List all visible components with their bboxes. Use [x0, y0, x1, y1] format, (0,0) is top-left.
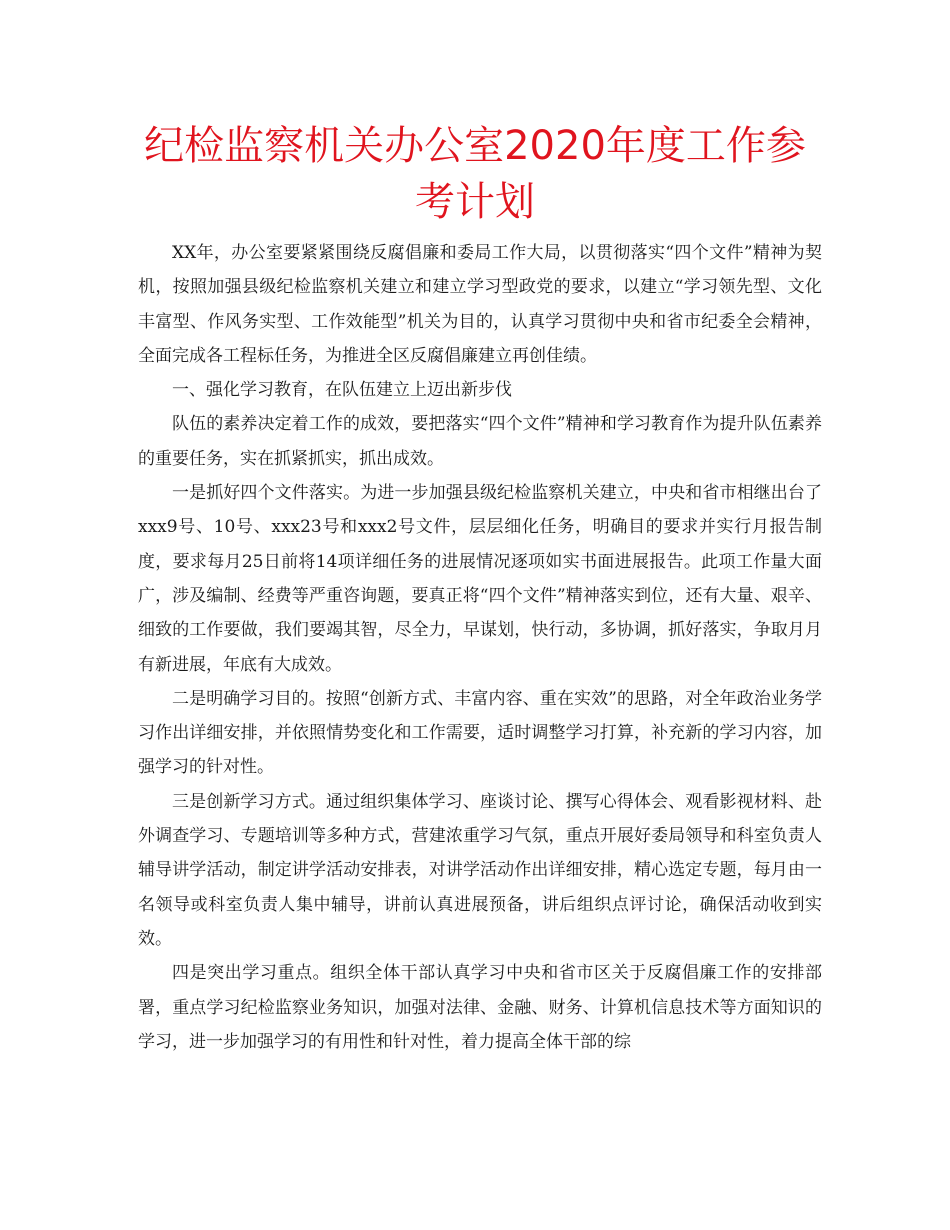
paragraph-intro: XX年，办公室要紧紧围绕反腐倡廉和委局工作大局，以贯彻落实“四个文件”精神为契机，按照加强县级纪检监察机关建立和建立学习型政党的要求，以建立“学习领先型、文化丰富型、作风务实型、工作效能型”机关为目的，认真学习贯彻中央和省市纪委全会精神，全面完成各工程标任务，为推进全区反腐倡廉建立再创佳绩。: [138, 243, 822, 366]
paragraph-item-2: 二是明确学习目的。按照“创新方式、丰富内容、重在实效”的思路，对全年政治业务学习作出详细安排，并依照情势变化和工作需要，适时调整学习打算，补充新的学习内容，加强学习的针对性。: [138, 688, 822, 778]
paragraph-item-1: 一是抓好四个文件落实。为进一步加强县级纪检监察机关建立，中央和省市相继出台了xxx9号、10号、xxx23号和xxx2号文件，层层细化任务，明确目的要求并实行月报告制度，要求每月25日前将14项详细任务的进展情况逐项如实书面进展报告。此项工作量大面广，涉及编制、经费等严重咨询题，要真正将“四个文件”精神落实到位，还有大量、艰辛、细致的工作要做，我们要竭其智，尽全力，早谋划，快行动，多协调，抓好落实，争取月月有新进展，年底有大成效。: [138, 483, 822, 675]
document-body: [138, 236, 822, 1059]
section-heading-1: 一、强化学习教育，在队伍建立上迈出新步伐: [172, 380, 512, 401]
paragraph-item-4: 四是突出学习重点。组织全体干部认真学习中央和省市区关于反腐倡廉工作的安排部署，重点学习纪检监察业务知识，加强对法律、金融、财务、计算机信息技术等方面知识的学习，进一步加强学习的有用性和针对性，着力提高全体干部的综: [138, 963, 822, 1052]
paragraph-section-1-intro: 队伍的素养决定着工作的成效，要把落实“四个文件”精神和学习教育作为提升队伍素养的重要任务，实在抓紧抓实，抓出成效。: [138, 414, 822, 469]
document-title: 纪检监察机关办公室2020年度工作参考计划: [144, 123, 806, 225]
paragraph-item-3: 三是创新学习方式。通过组织集体学习、座谈讨论、撰写心得体会、观看影视材料、赴外调查学习、专题培训等多种方式，营建浓重学习气氛，重点开展好委局领导和科室负责人辅导讲学活动，制定讲学活动安排表，对讲学活动作出详细安排，精心选定专题，每月由一名领导或科室负责人集中辅导，讲前认真进展预备，讲后组织点评讨论，确保活动收到实效。: [138, 791, 822, 949]
